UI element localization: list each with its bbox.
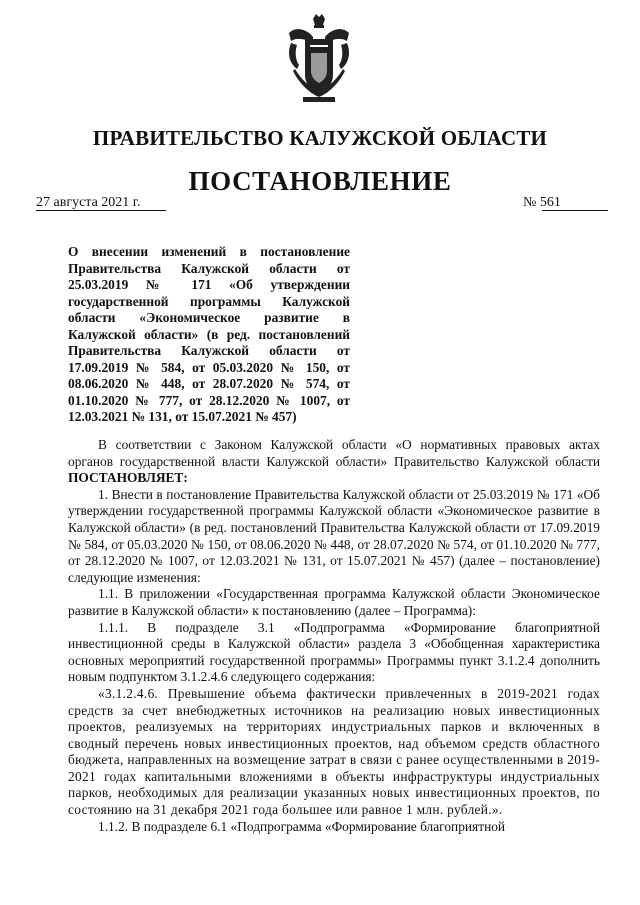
preamble-text: В соответствии с Законом Калужской области «О нормативных правовых актах органов государственной власти Калужской области» Правительство Калужской области	[68, 437, 600, 469]
document-body	[68, 437, 600, 835]
paragraph-1-1-2: 1.1.2. В подразделе 6.1 «Подпрограмма «Формирование благоприятной	[98, 818, 506, 834]
document-number: № 561	[523, 195, 561, 210]
quoted-subparagraph: «3.1.2.4.6. Превышение объема фактически привлеченных в 2019-2021 годах средств за счет внебюджетных источников на реализацию новых инвестиционных проектов, реализуемых на территориях индустриальных парков и включенных в сводный перечень новых инвестиционных проектов, над объемом средств областного бюджета, направленных на возмещение затрат в связи с ранее осуществленными в 2019-2021 годах капитальными вложениями в объекты инфраструктуры индустриальных парков, необходимых для реализации указанных новых инвестиционных проектов, по состоянию на 31 декабря 2021 года большее или равное 1 млн. рублей.».	[68, 685, 600, 818]
number-underline	[542, 210, 608, 211]
paragraph-1: 1. Внести в постановление Правительства Калужской области от 25.03.2019 № 171 «Об утверждении государственной программы Калужской области «Экономическое развитие в Калужской области» (в ред. постановлений Правительства Калужской области от 17.09.2019 № 584, от 05.03.2020 № 150, от 08.06.2020 № 448, от 28.07.2020 № 574, от 01.10.2020 № 777, от 28.12.2020 № 1007, от 12.03.2021 № 131, от 15.07.2021 № 457) (далее – постановление) следующие изменения:	[68, 486, 600, 585]
document-date: 27 августа 2021 г.	[36, 195, 141, 210]
preamble-paragraph	[68, 437, 600, 487]
paragraph-1-1: 1.1. В приложении «Государственная программа Калужской области Экономическое развитие в Калужской области» к постановлению (далее – Программа):	[68, 586, 600, 618]
date-underline	[36, 210, 166, 211]
paragraph-1-1-1: 1.1.1. В подразделе 3.1 «Подпрограмма «Формирование благоприятной инвестиционной среды в Калужской области» раздела 3 «Обобщенная характеристика основных мероприятий государственной программы» Программы пункт 3.1.2.4 дополнить новым подпунктом 3.1.2.4.6 следующего содержания:	[68, 619, 600, 685]
document-type-title: ПОСТАНОВЛЕНИЕ	[188, 166, 452, 196]
government-title: ПРАВИТЕЛЬСТВО КАЛУЖСКОЙ ОБЛАСТИ	[92, 126, 548, 150]
resolves-keyword: ПОСТАНОВЛЯЕТ:	[68, 470, 188, 486]
document-subject: О внесении изменений в постановление Правительства Калужской области от 25.03.2019 № 171 «Об утверждении государственной программы Калужской области «Экономическое развитие в Калужской области» (в ред. постановлений Правительства Калужской области от 17.09.2019 № 584, от 05.03.2020 № 150, от 08.06.2020 № 448, от 28.07.2020 № 574, от 01.10.2020 № 777, от 28.12.2020 № 1007, от 12.03.2021 № 131, от 15.07.2021 № 457)	[68, 244, 350, 424]
coat-of-arms-emblem	[283, 13, 355, 105]
